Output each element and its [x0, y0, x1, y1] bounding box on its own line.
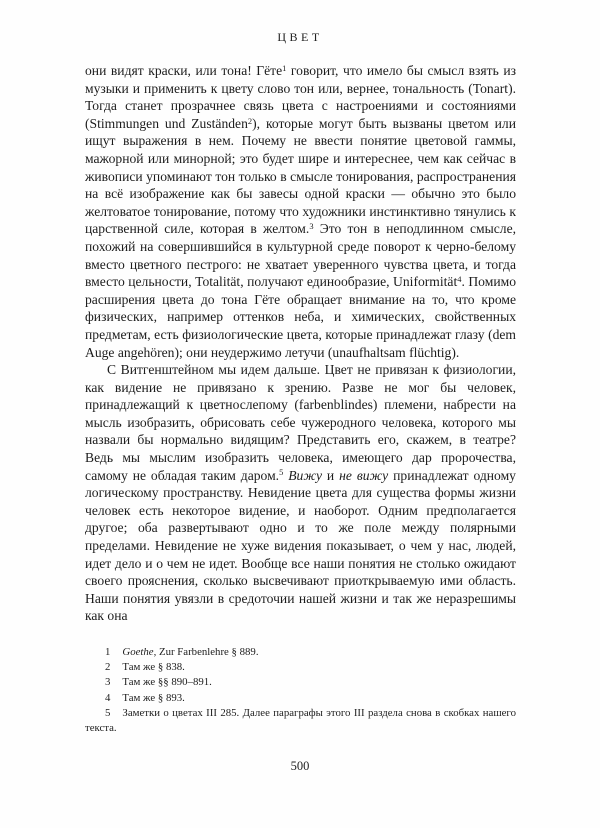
- text-run: Там же § 893.: [122, 691, 185, 704]
- text-run: С Витгенштейном мы идем дальше. Цвет не привязан к физиологии, как видение не привязано к зрению. Разве не мог бы человек, принадлежащий к цветнослепому (farbenblindes) племени, набрести на мысль изобразить, обрисовать себе чужеродного человека, которого мы назвали бы нормально видящим? Представить его, скажем, в театре? Ведь мы мыслим изобразить человека, имеющего дар пророчества, самому не обладая таким даром.: [85, 362, 516, 483]
- footnote: [85, 706, 516, 736]
- text-run: они видят краски, или тона! Гёте: [85, 63, 283, 78]
- footnote-number: 1: [105, 646, 111, 658]
- text-run: Там же §§ 890–891.: [122, 676, 212, 689]
- footnote: [85, 645, 516, 660]
- footnote-ref: 4: [457, 273, 462, 284]
- footnote-text: [122, 676, 211, 688]
- footnote: [85, 691, 516, 706]
- text-run: принадлежат одному логическому пространству. Невидение цвета для существа формы жизни человек есть некоторое видение, и наоборот. Одним предполагается другое; оба развертывают одно и то же поле между полярными пределами. Невидение не хуже видения показывает, о чем у нас, людей, идет дело и о чем не идет. Вообще все наши понятия не столько ожидают своего прояснения, сколько высвечивают приоткрываемую ими область. Наши понятия увязли в средоточии нашей жизни и так же неразрешимы как она: [85, 467, 516, 624]
- footnote-text: [122, 646, 258, 658]
- footnote-number: 4: [105, 691, 111, 704]
- text-run: Там же § 838.: [122, 661, 185, 674]
- text-run: Это тон в неподлинном смысле, похожий на совершившийся в культурной среде поворот к черно-белому вместо цветного пестрого: не хватает уверенного чувства цвета, и тогда вместо цельности, Totalität, получают единообразие, Uniformität: [85, 221, 516, 290]
- footnote: [85, 660, 516, 675]
- footnote-ref: 1: [282, 62, 287, 73]
- footnote-text: [122, 661, 184, 673]
- text-run: и: [322, 467, 340, 483]
- footnote-text: [122, 692, 184, 704]
- footnote-text: [85, 707, 516, 734]
- emphasis-text: Вижу: [288, 467, 322, 483]
- emphasis-text: Goethe,: [122, 646, 157, 658]
- text-run: ), которые могут быть вызваны цветом или ищут выражения в нем. Почему не ввести понятие цветовой гаммы, мажорной или минорной; это будет шире и интереснее, чем как сейчас в живописи упоминают тон только в смысле тонирования, распространения на всё изображение как бы завесы одной краски — обычно это было желтоватое тонирование, потому что художники инстинктивно тянулись к царственной силе, которая в желтом.: [85, 115, 516, 237]
- text-run: . Помимо расширения цвета до тона Гёте обращает внимание на то, что кроме физических, например оттенков неба, и химических, свойственных предметам, есть физиологические цвета, которые принадлежат глазу (dem Auge angehören); они неудержимо летучи (unaufhaltsam flüchtig).: [85, 274, 516, 360]
- body-paragraph: [85, 361, 516, 625]
- footnote: [85, 675, 516, 690]
- footnote-ref: 5: [279, 467, 284, 478]
- page-number: 500: [290, 759, 310, 773]
- footnote-number: 5: [105, 706, 111, 719]
- footnote-number: 3: [105, 676, 111, 689]
- body-paragraph: [85, 62, 516, 361]
- footnote-ref: 3: [309, 221, 314, 232]
- text-block: [85, 62, 516, 625]
- footnotes-section: [85, 645, 516, 736]
- emphasis-text: не вижу: [339, 467, 389, 483]
- text-run: Zur Farbenlehre § 889.: [156, 646, 259, 658]
- text-run: Заметки о цветах III 285. Далее параграфы этого III раздела снова в скобках нашего текста.: [85, 706, 516, 735]
- running-header: ЦВЕТ: [277, 30, 323, 44]
- footnote-ref: 2: [247, 115, 253, 126]
- text-run: говорит, что имело бы смысл взять из музыки и применить к цвету слово тон или, вернее, тональность (Tonart). Тогда станет прозрачнее связь цвета с настроениями и состояниями (Stimmungen und Zuständen: [85, 63, 516, 131]
- footnote-number: 2: [105, 661, 111, 674]
